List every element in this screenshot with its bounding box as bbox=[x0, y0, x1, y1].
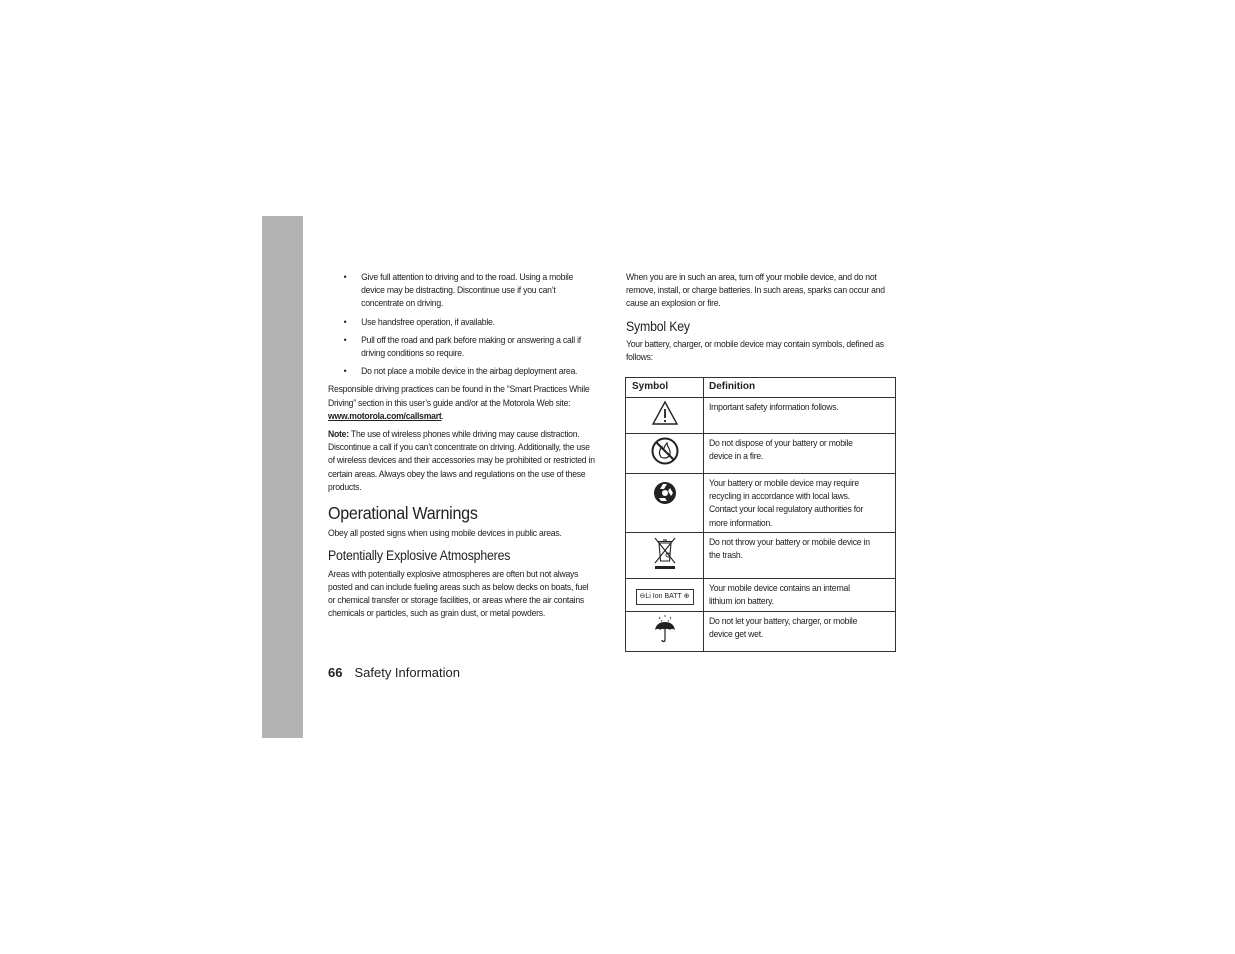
explosive-atmospheres-paragraph: Areas with potentially explosive atmospheres are often but not always posted and can include fueling areas such as below decks on boats, fuel or chemical transfer or storage facilities, or areas where the air contains chemicals or particles, such as grain dust, or metal powders. bbox=[328, 567, 589, 619]
symbol-column-header: Symbol bbox=[626, 378, 704, 398]
crossed-bin-icon bbox=[652, 535, 678, 571]
warning-triangle-icon bbox=[651, 400, 679, 426]
callsmart-link[interactable]: www.motorola.com/callsmart bbox=[328, 409, 442, 421]
symbol-key-paragraph: Your battery, charger, or mobile device may contain symbols, defined as follows: bbox=[626, 337, 884, 363]
table-row: Your battery or mobile device may require recycling in accordance with local laws. Contact your local regulatory authorities for more information. bbox=[626, 474, 896, 533]
page-footer bbox=[328, 665, 460, 680]
umbrella-icon bbox=[652, 614, 678, 644]
table-row: Do not dispose of your battery or mobile device in a fire. bbox=[626, 434, 896, 474]
side-tab bbox=[262, 216, 303, 738]
list-item: • Use handsfree operation, if available. bbox=[343, 315, 495, 327]
operational-warnings-heading: Operational Warnings bbox=[328, 503, 478, 524]
list-item: • Do not place a mobile device in the airbag deployment area. bbox=[343, 365, 578, 377]
right-column bbox=[626, 270, 895, 368]
list-item: • Pull off the road and park before making or answering a call if driving conditions so require. bbox=[343, 333, 581, 359]
page-number: 66 bbox=[328, 665, 343, 680]
li-ion-battery-icon: ⊖Li Ion BATT ⊕ bbox=[636, 589, 694, 605]
left-column bbox=[328, 270, 597, 624]
definition-column-header: Definition bbox=[704, 378, 896, 398]
driving-tips-list bbox=[328, 270, 597, 377]
note-paragraph: Note: The use of wireless phones while driving may cause distraction. Discontinue a call if you can’t concentrate on driving. Additionally, the use of wireless devices and their accessories may be prohibited or restricted in certain areas. Always obey the laws and regulations on the use of these products. bbox=[328, 428, 595, 492]
table-row: Do not let your battery, charger, or mobile device get wet. bbox=[626, 612, 896, 652]
table-header-row bbox=[626, 378, 896, 398]
symbol-key-heading: Symbol Key bbox=[626, 318, 690, 334]
symbol-key-table bbox=[625, 377, 896, 652]
explosive-area-paragraph: When you are in such an area, turn off your mobile device, and do not remove, install, or charge batteries. In such areas, sparks can occur and cause an explosion or fire. bbox=[626, 271, 885, 309]
recycle-icon bbox=[652, 480, 678, 506]
list-item: • Give full attention to driving and to the road. Using a mobile device may be distracting. Discontinue use if you can’t concentrate on driving. bbox=[343, 271, 574, 309]
table-row: Do not throw your battery or mobile device in the trash. bbox=[626, 533, 896, 579]
no-fire-icon bbox=[650, 436, 680, 466]
driving-practices-paragraph: Responsible driving practices can be found in the “Smart Practices While Driving” section in this user’s guide and/or at the Motorola Web site: www.motorola.com/callsmart. bbox=[328, 383, 590, 421]
section-title: Safety Information bbox=[354, 665, 460, 680]
operational-warnings-paragraph: Obey all posted signs when using mobile devices in public areas. bbox=[328, 527, 562, 539]
table-row: ⊖Li Ion BATT ⊕ Your mobile device contains an internal lithium ion battery. bbox=[626, 579, 896, 612]
table-row: Important safety information follows. bbox=[626, 398, 896, 434]
explosive-atmospheres-heading: Potentially Explosive Atmospheres bbox=[328, 548, 511, 564]
